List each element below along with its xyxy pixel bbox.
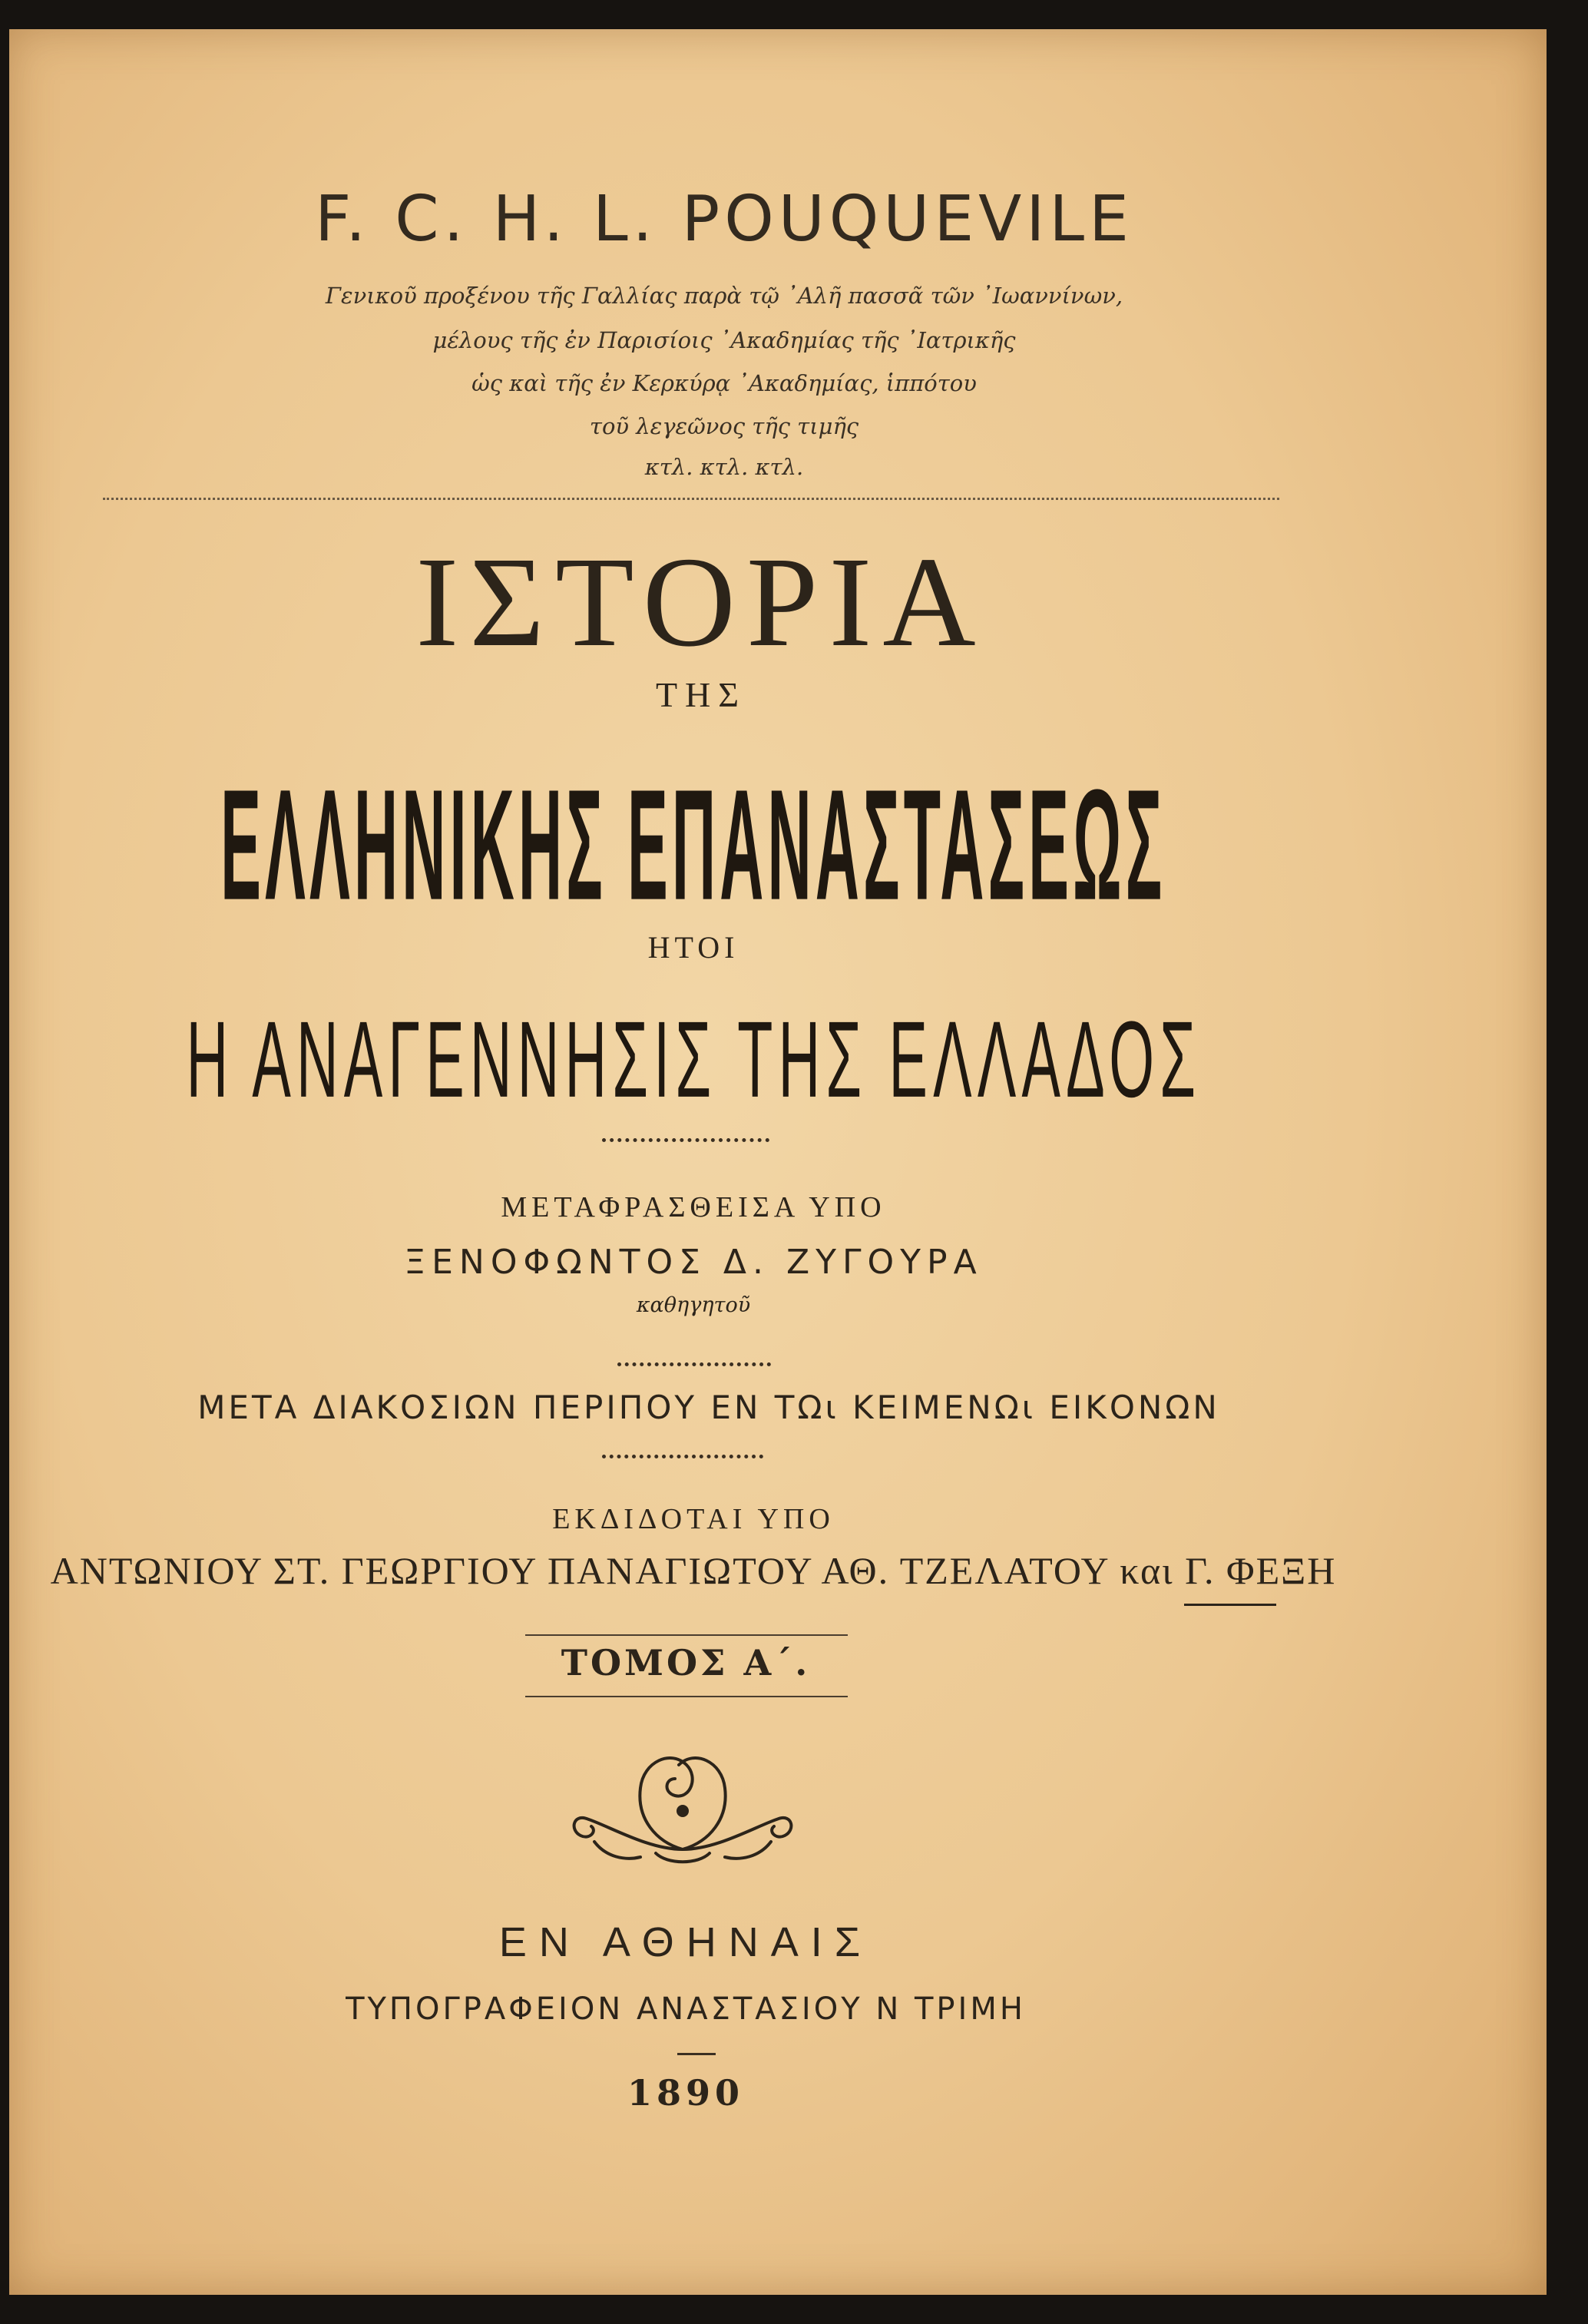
translated-by-label: ΜΕΤΑΦΡΑΣΘΕΙΣΑ ΥΠΟ [501,1191,886,1223]
wavy-divider [602,1442,763,1458]
author-name: F. C. H. L. POUQUEVILE [315,183,1133,256]
title-article: ΤΗΣ [655,675,747,714]
publishers-names: ΑΝΤΩΝΙΟΥ ΣΤ. ΓΕΩΡΓΙΟΥ ΠΑΝΑΓΙΩΤΟΥ ΑΘ. ΤΖΕΛΑΤΟΥ και Γ. ΦΕΞΗ [50,1549,1337,1592]
short-rule [677,2053,716,2055]
volume-label: ΤΟΜΟΣ Α΄. [561,1642,811,1683]
title-alternate-text: Η ΑΝΑΓΕΝΝΗΣΙΣ ΤΗΣ ΕΛΛΑΔΟΣ [186,998,1201,1121]
author-credit-line: τοῦ λεγεῶνος τῆς τιμῆς [589,413,859,439]
author-credit-line: κτλ. κτλ. κτλ. [644,454,804,480]
author-credit-line: Γενικοῦ προξένου τῆς Γαλλίας παρὰ τῷ ᾿Αλῆ πασσᾶ τῶν ᾿Ιωαννίνων, [325,283,1123,309]
title-conjunction: ΗΤΟΙ [647,930,739,965]
translator-role: καθηγητοῦ [636,1293,751,1317]
imprint-year: 1890 [627,2072,745,2114]
publisher-underline [1184,1604,1276,1606]
wavy-divider [617,1350,771,1366]
illustrations-note: ΜΕΤΑ ΔΙΑΚΟΣΙΩΝ ΠΕΡΙΠΟΥ ΕΝ ΤΩι ΚΕΙΜΕΝΩι ΕΙΚΟΝΩΝ [197,1389,1220,1426]
imprint-printer: ΤΥΠΟΓΡΑΦΕΙΟΝ ΑΝΑΣΤΑΣΙΟΥ Ν ΤΡΙΜΗ [346,1991,1026,2027]
wavy-divider [602,1126,769,1142]
title-alternate [9,997,1462,1121]
title-main: ΙΣΤΟΡΙΑ [415,531,987,674]
published-by-label: ΕΚΔΙΔΟΤΑΙ ΥΠΟ [552,1503,835,1535]
dotted-divider [103,498,1279,500]
title-subject-text: ΕΛΛΗΝΙΚΗΣ ΕΠΑΝΑΣΤΑΣΕΩΣ [220,756,1166,934]
title-subject [9,755,1462,934]
author-credit-line: μέλους τῆς ἐν Παρισίοις ᾿Ακαδημίας τῆς ᾿Ιατρικῆς [432,327,1016,353]
scroll-ornament-icon [564,1734,802,1872]
author-credit-line: ὡς καὶ τῆς ἐν Κερκύρᾳ ᾿Ακαδημίας, ἱππότου [471,370,977,396]
title-page [9,29,1547,2295]
imprint-place: ΕΝ ΑΘΗΝΑΙΣ [498,1919,873,1965]
translator-name: ΞΕΝΟΦΩΝΤΟΣ Δ. ΖΥΓΟΥΡΑ [404,1243,983,1282]
